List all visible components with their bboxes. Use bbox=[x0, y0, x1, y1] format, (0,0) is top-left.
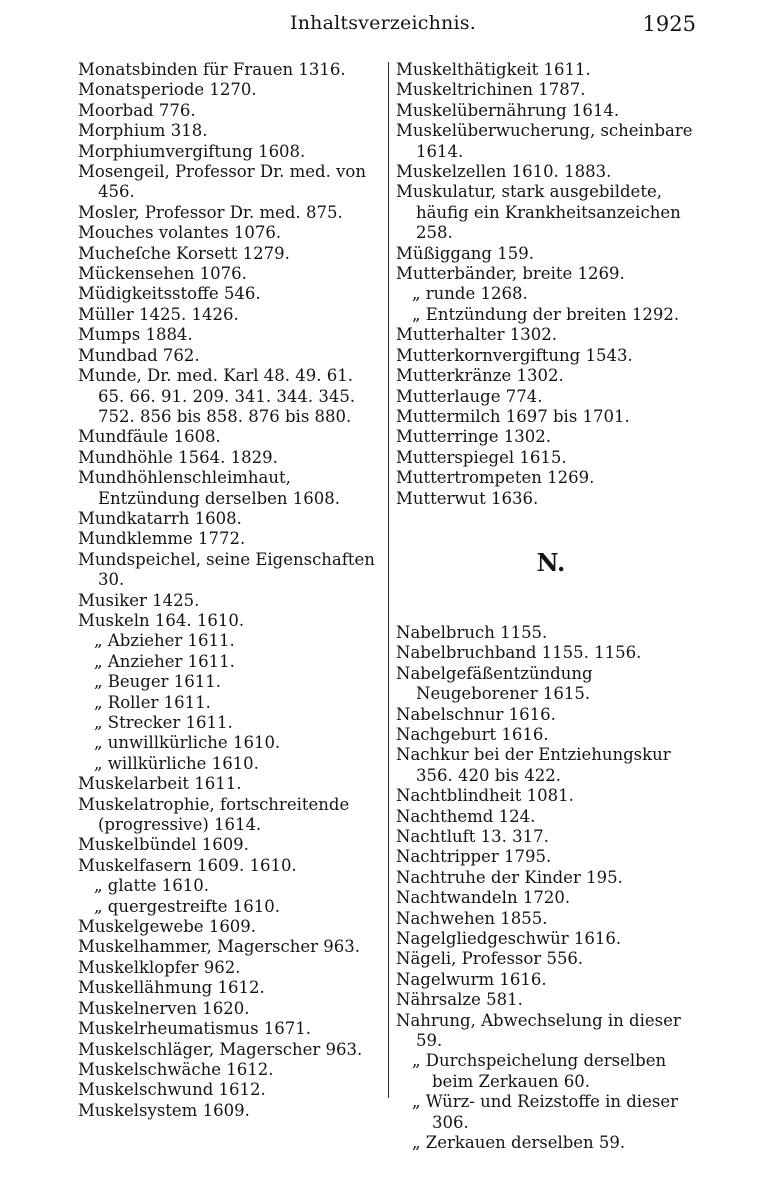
index-entry: Nachtwandeln 1720. bbox=[396, 888, 571, 908]
index-subentry: „ Durchspeichelung derselben beim Zerkauen 60. bbox=[412, 1051, 667, 1091]
index-entry: Muskulatur, stark ausgebildete, häufig ein Krankheitsanzeichen 258. bbox=[396, 182, 681, 243]
index-entry: Muskelarbeit 1611. bbox=[78, 774, 242, 794]
index-entry: Muskelschläger, Magerscher 963. bbox=[78, 1039, 363, 1059]
index-entry: Nachkur bei der Entziehungskur 356. 420 bis 422. bbox=[396, 745, 671, 785]
index-entry: Müller 1425. 1426. bbox=[78, 304, 239, 324]
index-entry: Mouches volantes 1076. bbox=[78, 223, 282, 243]
index-entry: Nachgeburt 1616. bbox=[396, 724, 549, 744]
index-entry: Mundspeichel, seine Eigenschaften 30. bbox=[78, 549, 375, 590]
index-entry: Mutterkränze 1302. bbox=[396, 366, 564, 386]
index-entry: Muskeltrichinen 1787. bbox=[396, 80, 586, 100]
index-entry: Morphium 318. bbox=[78, 121, 208, 141]
index-subentry: „ Roller 1611. bbox=[94, 692, 211, 712]
index-entry: Nachtruhe der Kinder 195. bbox=[396, 867, 623, 887]
index-entry: Muskelrheumatismus 1671. bbox=[78, 1019, 312, 1039]
page-number: 1925 bbox=[642, 12, 696, 36]
index-subentry: „ Anzieher 1611. bbox=[94, 651, 235, 671]
index-entry: Mosler, Professor Dr. med. 875. bbox=[78, 202, 343, 222]
index-entry: Muskelnerven 1620. bbox=[78, 998, 250, 1018]
index-entry: Nachtripper 1795. bbox=[396, 847, 552, 867]
index-entry: Mückensehen 1076. bbox=[78, 264, 247, 284]
index-entry: Nabelgefäßentzündung Neugeborener 1615. bbox=[396, 663, 593, 704]
index-subentry: „ Strecker 1611. bbox=[94, 713, 233, 732]
index-entry: Muskelübernährung 1614. bbox=[396, 100, 620, 120]
index-subentry: „ runde 1268. bbox=[412, 284, 528, 304]
index-subentry: „ Würz- und Reizstoffe in dieser 306. bbox=[412, 1092, 678, 1132]
index-entry: Nachthemd 124. bbox=[396, 806, 536, 826]
index-entry: Mutterwut 1636. bbox=[396, 488, 539, 508]
index-entry: Monatsbinden für Frauen 1316. bbox=[78, 60, 346, 79]
index-entry: Muskelüberwucherung, scheinbare 1614. bbox=[396, 121, 693, 161]
index-subentry: „ glatte 1610. bbox=[94, 876, 209, 896]
index-column-left bbox=[78, 60, 384, 1121]
index-entry: Muskelhammer, Magerscher 963. bbox=[78, 937, 361, 957]
index-entry: Mutterspiegel 1615. bbox=[396, 447, 567, 467]
index-entry: Muskelfasern 1609. 1610. bbox=[78, 855, 297, 875]
index-entry: Monatsperiode 1270. bbox=[78, 80, 257, 100]
index-subentry: „ Beuger 1611. bbox=[94, 672, 222, 692]
index-subentry: „ Entzündung der breiten 1292. bbox=[412, 304, 680, 324]
index-entry: Nachtluft 13. 317. bbox=[396, 827, 549, 846]
index-entry: Nagelgliedgeschwür 1616. bbox=[396, 929, 622, 949]
index-entry: Nabelschnur 1616. bbox=[396, 704, 556, 724]
index-subentry: „ quergestreifte 1610. bbox=[94, 896, 280, 916]
index-entry: Musiker 1425. bbox=[78, 590, 200, 610]
index-entry: Muskelsystem 1609. bbox=[78, 1100, 250, 1120]
index-entry: Nabelbruch 1155. bbox=[396, 622, 548, 642]
index-entry: Mundklemme 1772. bbox=[78, 529, 246, 549]
index-subentry: „ Abzieher 1611. bbox=[94, 631, 235, 651]
index-entry: Mosengeil, Professor Dr. med. von 456. bbox=[78, 162, 366, 202]
index-entry: Nachwehen 1855. bbox=[396, 908, 548, 928]
index-entry: Muskelbündel 1609. bbox=[78, 835, 249, 855]
index-entry: Nägeli, Professor 556. bbox=[396, 949, 584, 969]
section-heading-n: N. bbox=[536, 547, 566, 577]
index-entry: Muskelzellen 1610. 1883. bbox=[396, 162, 612, 182]
index-entry: Nachtblindheit 1081. bbox=[396, 786, 574, 806]
index-entry: Munde, Dr. med. Karl 48. 49. 61. 65. 66. 91. 209. 341. 344. 345. 752. 856 bis 858. 876 bis 880. bbox=[78, 366, 356, 426]
index-entry: Mundfäule 1608. bbox=[78, 427, 221, 447]
index-entry: Mundkatarrh 1608. bbox=[78, 508, 242, 528]
index-entry: Mutterringe 1302. bbox=[396, 427, 552, 447]
index-entry: Müßiggang 159. bbox=[396, 243, 534, 263]
index-entry: Müdigkeitsstoffe 546. bbox=[78, 284, 261, 304]
index-entry: Muskellähmung 1612. bbox=[78, 978, 265, 998]
index-entry: Mutterhalter 1302. bbox=[396, 325, 557, 345]
index-section-m-continued bbox=[396, 60, 706, 509]
index-entry: Muskelschwäche 1612. bbox=[78, 1059, 274, 1079]
index-entry: Nagelwurm 1616. bbox=[396, 969, 547, 989]
index-entry: Muttermilch 1697 bis 1701. bbox=[396, 406, 630, 426]
index-subentry: „ Zerkauen derselben 59. bbox=[412, 1133, 626, 1153]
index-entry: Nahrung, Abwechselung in dieser 59. bbox=[396, 1010, 681, 1051]
index-entry: Mundbad 762. bbox=[78, 345, 200, 365]
index-entry: Mundhöhle 1564. 1829. bbox=[78, 447, 278, 467]
index-entry: Muttertrompeten 1269. bbox=[396, 468, 595, 488]
index-entry: Mundhöhlenschleimhaut, Entzündung derselben 1608. bbox=[78, 468, 341, 508]
index-entry: Muskeln 164. 1610. bbox=[78, 610, 245, 630]
index-entry: Mutterbänder, breite 1269. bbox=[396, 264, 625, 284]
index-entry: Muskelatrophie, fortschreitende (progressive) 1614. bbox=[78, 794, 350, 835]
index-entry: Muskelthätigkeit 1611. bbox=[396, 60, 591, 79]
index-entry: Mumps 1884. bbox=[78, 325, 193, 345]
index-entry: Muskelgewebe 1609. bbox=[78, 917, 257, 937]
index-entry: Morphiumvergiftung 1608. bbox=[78, 141, 306, 161]
index-subentry: „ unwillkürliche 1610. bbox=[94, 733, 281, 753]
index-subentry: „ willkürliche 1610. bbox=[94, 753, 259, 773]
index-column-right bbox=[396, 60, 706, 1154]
index-entry: Moorbad 776. bbox=[78, 100, 196, 120]
index-entry: Muskelschwund 1612. bbox=[78, 1080, 266, 1100]
page-header-title: Inhaltsverzeichnis. bbox=[290, 12, 476, 34]
index-section-n bbox=[396, 623, 706, 1154]
index-entry: Mucheſche Korsett 1279. bbox=[78, 243, 290, 263]
index-entry: Mutterlauge 774. bbox=[396, 386, 543, 406]
index-entry: Nabelbruchband 1155. 1156. bbox=[396, 643, 642, 663]
column-divider bbox=[388, 62, 389, 1098]
index-entry: Muskelklopfer 962. bbox=[78, 957, 241, 977]
index-entry: Nährsalze 581. bbox=[396, 990, 523, 1010]
index-entry: Mutterkornvergiftung 1543. bbox=[396, 345, 633, 365]
